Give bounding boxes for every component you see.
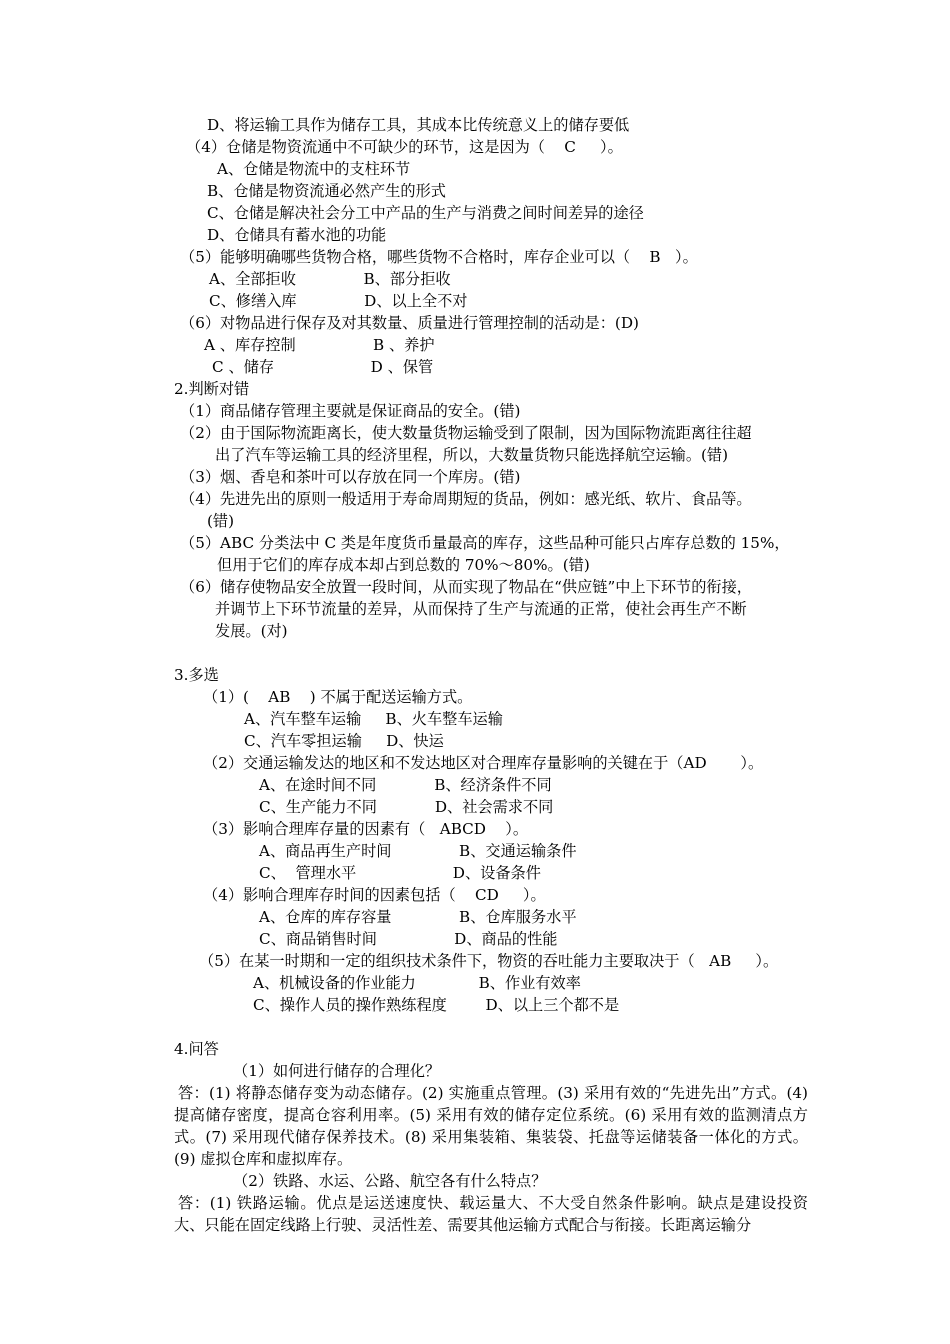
mc-options-3-cd: C、 管理水平 D、设备条件	[259, 864, 541, 882]
judgement-item-5-line1: （5）ABC 分类法中 C 类是年度货币量最高的库存，这些品种可能只占库存总数的 15%，	[180, 534, 790, 552]
mc-question-3: （3）影响合理库存量的因素有（ ABCD ）。	[203, 820, 529, 838]
option-q4-a: A、仓储是物流中的支柱环节	[217, 160, 411, 178]
option-q3-d: D、将运输工具作为储存工具，其成本比传统意义上的储存要低	[207, 116, 630, 134]
judgement-item-2-line2: 出了汽车等运输工具的经济里程，所以，大数量货物只能选择航空运输。(错)	[215, 446, 729, 464]
judgement-item-5-line2: 但用于它们的库存成本却占到总数的 70%～80%。(错)	[217, 556, 590, 574]
judgement-item-6-line1: （6）储存使物品安全放置一段时间，从而实现了物品在“供应链”中上下环节的衔接，	[180, 578, 752, 596]
qa-answer-1: 答：(1) 将静态储存变为动态储存。(2) 实施重点管理。(3) 采用有效的“先进先出”方式。(4) 提高储存密度，提高仓容利用率。(5) 采用有效的储存定位系统。(6) 采用有效的监测清点方式。(7) 采用现代储存保养技术。(8) 采用集装箱、集装袋、托盘等运储装备一体化的方式。(9) 虚拟仓库和虚拟库存。	[174, 1084, 808, 1168]
question-6: （6）对物品进行保存及对其数量、质量进行管理控制的活动是：(D)	[180, 314, 639, 332]
qa-answer-2: 答：(1) 铁路运输。优点是运送速度快、载运量大、不大受自然条件影响。缺点是建设投资大、只能在固定线路上行驶、灵活性差、需要其他运输方式配合与衔接。长距离运输分	[174, 1194, 808, 1234]
mc-options-2-cd: C、生产能力不同 D、社会需求不同	[259, 798, 554, 816]
judgement-item-4-line1: （4）先进先出的原则一般适用于寿命周期短的货品，例如：感光纸、软片、食品等。	[180, 490, 752, 508]
option-q4-d: D、仓储具有蓄水池的功能	[207, 226, 387, 244]
mc-options-2-ab: A、在途时间不同 B、经济条件不同	[259, 776, 552, 794]
judgement-item-6-line3: 发展。(对)	[215, 622, 288, 640]
options-q6-ab: A 、库存控制 B 、养护	[204, 336, 435, 354]
mc-options-3-ab: A、商品再生产时间 B、交通运输条件	[259, 842, 577, 860]
mc-question-4: （4）影响合理库存时间的因素包括（ CD ）。	[203, 886, 546, 904]
mc-question-2: （2）交通运输发达的地区和不发达地区对合理库存量影响的关键在于（AD ）。	[203, 754, 764, 772]
judgement-item-3: （3）烟、香皂和茶叶可以存放在同一个库房。(错)	[180, 468, 521, 486]
option-q4-c: C、仓储是解决社会分工中产品的生产与消费之间时间差异的途径	[207, 204, 644, 222]
mc-options-1-cd: C、汽车零担运输 D、快运	[244, 732, 444, 750]
question-4: （4）仓储是物资流通中不可缺少的环节，这是因为（ C ）。	[186, 138, 623, 156]
judgement-item-2-line1: （2）由于国际物流距离长，使大数量货物运输受到了限制，因为国际物流距离往往超	[180, 424, 752, 442]
judgement-item-6-line2: 并调节上下环节流量的差异，从而保持了生产与流通的正常，使社会再生产不断	[215, 600, 747, 618]
judgement-item-1: （1）商品储存管理主要就是保证商品的安全。(错)	[180, 402, 521, 420]
qa-question-1: （1）如何进行储存的合理化？	[233, 1062, 441, 1080]
qa-question-2: （2）铁路、水运、公路、航空各有什么特点？	[233, 1172, 547, 1190]
mc-options-5-cd: C、操作人员的操作熟练程度 D、以上三个都不是	[253, 996, 620, 1014]
judgement-item-4-line2: (错)	[207, 512, 235, 530]
mc-options-5-ab: A、机械设备的作业能力 B、作业有效率	[253, 974, 581, 992]
options-q5-cd: C、修缮入库 D、以上全不对	[209, 292, 468, 310]
section-heading-qa: 4.问答	[174, 1040, 219, 1058]
mc-options-4-ab: A、仓库的库存容量 B、仓库服务水平	[259, 908, 577, 926]
section-heading-multiple-choice: 3.多选	[174, 666, 219, 684]
option-q4-b: B、仓储是物资流通必然产生的形式	[207, 182, 446, 200]
mc-options-4-cd: C、商品销售时间 D、商品的性能	[259, 930, 558, 948]
question-5: （5）能够明确哪些货物合格，哪些货物不合格时，库存企业可以（ B ）。	[180, 248, 698, 266]
mc-question-5: （5）在某一时期和一定的组织技术条件下，物资的吞吐能力主要取决于（ AB ）。	[199, 952, 779, 970]
options-q5-ab: A、全部拒收 B、部分拒收	[209, 270, 451, 288]
section-heading-judgement: 2.判断对错	[174, 380, 250, 398]
mc-question-1: （1）( AB ) 不属于配送运输方式。	[203, 688, 473, 706]
options-q6-cd: C 、储存 D 、保管	[212, 358, 434, 376]
mc-options-1-ab: A、汽车整车运输 B、火车整车运输	[244, 710, 503, 728]
